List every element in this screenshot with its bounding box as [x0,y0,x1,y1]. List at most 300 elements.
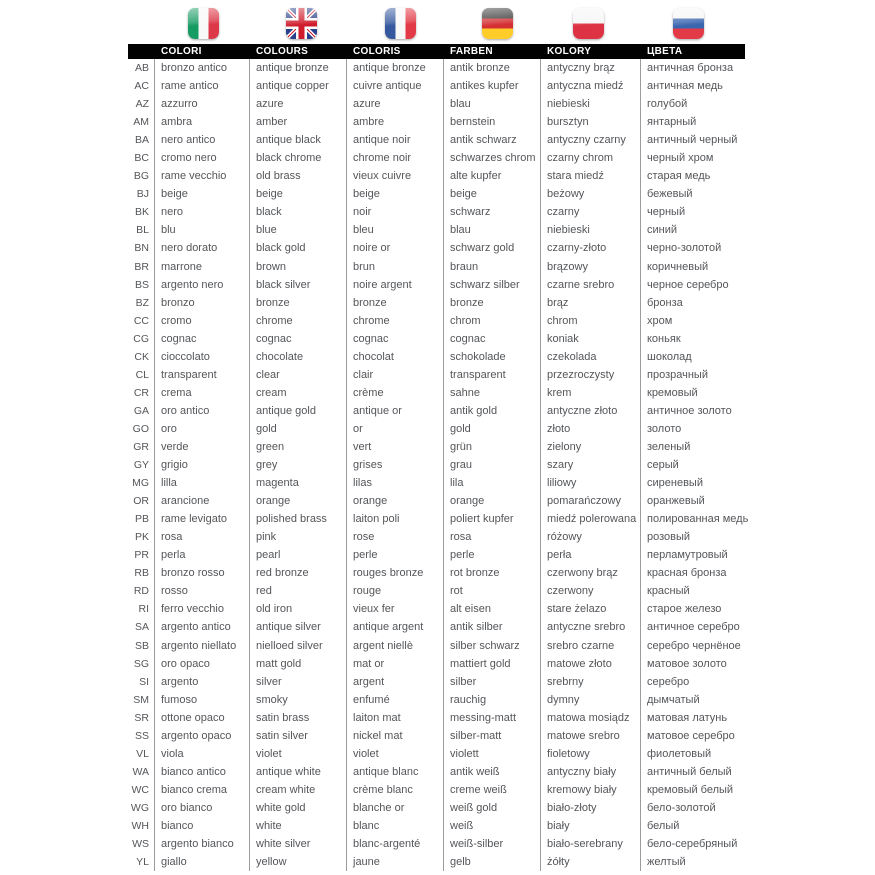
cell-german: transparent [444,366,541,384]
cell-russian: синий [647,224,678,237]
cell-russian: черное серебро [647,278,729,291]
cell-polish: antyczne srebro [541,618,641,636]
cell-english: yellow [250,853,347,871]
cell-french: rose [347,528,444,546]
table-row [128,492,848,510]
cell-english: violet [250,745,347,763]
cell-french: bleu [347,221,444,239]
cell-polish: antyczny biały [541,763,641,781]
cell-italian: perla [155,546,250,564]
cell-polish: czarny chrom [541,149,641,167]
table-row [128,312,848,330]
cell-polish: przezroczysty [541,366,641,384]
cell-code: WC [128,781,155,799]
cell-french: bronze [347,294,444,312]
cell-french: cuivre antique [347,77,444,95]
cell-italian: ambra [155,113,250,131]
cell-english: pink [250,528,347,546]
cell-italian: argento nero [155,276,250,294]
table-row [128,239,848,257]
cell-italian: rosa [155,528,250,546]
cell-italian: beige [155,185,250,203]
cell-polish: żółty [541,853,641,871]
cell-russian: матовая латунь [647,711,728,724]
cell-polish: brązowy [541,258,641,276]
table-row [128,59,848,77]
table-row [128,853,848,871]
cell-polish: perła [541,546,641,564]
cell-russian: янтарный [647,116,697,129]
cell-code: BA [128,131,155,149]
table-row [128,564,848,582]
cell-polish: srebrny [541,673,641,691]
cell-french: brun [347,258,444,276]
cell-russian: белый [647,819,680,832]
cell-polish: czerwony [541,582,641,600]
cell-polish: stare żelazo [541,600,641,618]
column-header-uk: COLOURS [256,46,309,57]
cell-italian: bianco [155,817,250,835]
cell-english: matt gold [250,655,347,673]
cell-french: azure [347,95,444,113]
cell-german: sahne [444,384,541,402]
cell-french: antique argent [347,618,444,636]
cell-polish: niebieski [541,95,641,113]
cell-russian: античное золото [647,404,732,417]
cell-french: rouges bronze [347,564,444,582]
cell-code: AZ [128,95,155,113]
cell-german: grau [444,456,541,474]
cell-english: pearl [250,546,347,564]
cell-code: PB [128,510,155,528]
cell-code: CR [128,384,155,402]
cell-german: weiß-silber [444,835,541,853]
cell-english: grey [250,456,347,474]
cell-italian: transparent [155,366,250,384]
cell-french: chrome [347,312,444,330]
cell-english: green [250,438,347,456]
cell-russian: античный белый [647,765,732,778]
cell-code: SR [128,709,155,727]
cell-german: schwarzes chrom [444,149,541,167]
cell-german: antikes kupfer [444,77,541,95]
cell-italian: bronzo [155,294,250,312]
cell-polish: brąz [541,294,641,312]
cell-french: or [347,420,444,438]
cell-english: cognac [250,330,347,348]
cell-italian: nero antico [155,131,250,149]
cell-polish: chrom [541,312,641,330]
table-row [128,276,848,294]
cell-french: mat or [347,655,444,673]
cell-english: antique silver [250,618,347,636]
cell-german: rot bronze [444,564,541,582]
cell-italian: viola [155,745,250,763]
cell-code: SM [128,691,155,709]
cell-russian: серебро [647,675,690,688]
cell-german: poliert kupfer [444,510,541,528]
table-row [128,655,848,673]
cell-russian: бежевый [647,188,693,201]
table-row [128,330,848,348]
cell-english: satin brass [250,709,347,727]
cell-polish: antyczne złoto [541,402,641,420]
cell-french: crème [347,384,444,402]
cell-italian: cromo nero [155,149,250,167]
table-row [128,835,848,853]
cell-code: BN [128,239,155,257]
cell-french: beige [347,185,444,203]
cell-italian: nero [155,203,250,221]
cell-polish: matowe złoto [541,655,641,673]
cell-english: white silver [250,835,347,853]
cell-polish: dymny [541,691,641,709]
table-row [128,77,848,95]
cell-polish: czarne srebro [541,276,641,294]
cell-english: silver [250,673,347,691]
cell-russian: кремовый белый [647,783,734,796]
table-row [128,95,848,113]
cell-italian: cromo [155,312,250,330]
cell-english: amber [250,113,347,131]
cell-french: cognac [347,330,444,348]
cell-code: BK [128,203,155,221]
cell-code: CK [128,348,155,366]
cell-polish: matowa mosiądz [541,709,641,727]
cell-code: PR [128,546,155,564]
table-row [128,294,848,312]
cell-polish: srebro czarne [541,637,641,655]
table-row [128,438,848,456]
cell-code: GO [128,420,155,438]
cell-polish: beżowy [541,185,641,203]
cell-code: PK [128,528,155,546]
cell-french: jaune [347,853,444,871]
table-header [128,44,745,59]
table-row [128,745,848,763]
cell-french: ambre [347,113,444,131]
cell-russian: оранжевый [647,495,705,508]
cell-russian: бело-серебряный [647,838,738,851]
cell-italian: azzurro [155,95,250,113]
cell-german: schwarz [444,203,541,221]
table-row [128,673,848,691]
cell-italian: blu [155,221,250,239]
cell-english: black chrome [250,149,347,167]
cell-french: antique blanc [347,763,444,781]
cell-english: antique gold [250,402,347,420]
cell-italian: arancione [155,492,250,510]
cell-german: grün [444,438,541,456]
cell-italian: verde [155,438,250,456]
cell-english: cream [250,384,347,402]
cell-german: antik silber [444,618,541,636]
cell-german: antik bronze [444,59,541,77]
cell-russian: античная медь [647,80,723,93]
cell-french: blanc-argenté [347,835,444,853]
cell-polish: antyczny czarny [541,131,641,149]
cell-english: polished brass [250,510,347,528]
cell-russian: кремовый [647,386,698,399]
cell-english: magenta [250,474,347,492]
cell-german: antik weiß [444,763,541,781]
cell-code: BS [128,276,155,294]
cell-german: messing-matt [444,709,541,727]
cell-french: clair [347,366,444,384]
cell-french: lilas [347,474,444,492]
cell-german: alte kupfer [444,167,541,185]
cell-italian: oro bianco [155,799,250,817]
cell-english: black silver [250,276,347,294]
cell-german: blau [444,95,541,113]
cell-french: vieux cuivre [347,167,444,185]
cell-french: perle [347,546,444,564]
cell-german: rot [444,582,541,600]
column-header-france: COLORIS [353,46,401,57]
uk-flag-icon [286,8,317,39]
cell-italian: ottone opaco [155,709,250,727]
cell-german: schwarz silber [444,276,541,294]
cell-english: nielloed silver [250,637,347,655]
cell-code: OR [128,492,155,510]
cell-code: BL [128,221,155,239]
cell-polish: czarny [541,203,641,221]
cell-italian: rosso [155,582,250,600]
cell-polish: czerwony brąz [541,564,641,582]
cell-polish: czarny-złoto [541,239,641,257]
cell-russian: розовый [647,531,691,544]
table-row [128,709,848,727]
cell-russian: матовое серебро [647,729,735,742]
cell-english: white [250,817,347,835]
cell-english: smoky [250,691,347,709]
cell-russian: золото [647,422,682,435]
table-row [128,384,848,402]
cell-russian: античный черный [647,134,738,147]
cell-german: antik schwarz [444,131,541,149]
cell-english: red [250,582,347,600]
cell-code: AB [128,59,155,77]
cell-italian: lilla [155,474,250,492]
table-row [128,167,848,185]
cell-italian: bianco antico [155,763,250,781]
cell-german: perle [444,546,541,564]
cell-german: rauchig [444,691,541,709]
cell-french: chocolat [347,348,444,366]
cell-french: antique or [347,402,444,420]
table-row [128,402,848,420]
cell-code: SB [128,637,155,655]
cell-russian: бронза [647,296,683,309]
cell-english: clear [250,366,347,384]
cell-italian: crema [155,384,250,402]
russia-flag-icon [673,8,704,39]
cell-english: cream white [250,781,347,799]
cell-code: GY [128,456,155,474]
cell-german: schokolade [444,348,541,366]
color-table [128,59,848,871]
cell-english: black [250,203,347,221]
table-row [128,131,848,149]
cell-french: argent niellè [347,637,444,655]
cell-german: cognac [444,330,541,348]
cell-french: antique bronze [347,59,444,77]
cell-code: WH [128,817,155,835]
cell-italian: grigio [155,456,250,474]
cell-italian: oro opaco [155,655,250,673]
cell-code: AC [128,77,155,95]
table-row [128,113,848,131]
cell-russian: черный [647,206,686,219]
cell-code: RB [128,564,155,582]
cell-german: violett [444,745,541,763]
cell-italian: bronzo rosso [155,564,250,582]
cell-polish: antyczny brąz [541,59,641,77]
cell-polish: pomarańczowy [541,492,641,510]
table-row [128,456,848,474]
cell-russian: серебро чернёное [647,639,741,652]
cell-polish: stara miedź [541,167,641,185]
cell-english: white gold [250,799,347,817]
cell-italian: argento [155,673,250,691]
cell-polish: biały [541,817,641,835]
cell-code: CC [128,312,155,330]
cell-russian: красный [647,585,690,598]
cell-english: brown [250,258,347,276]
cell-russian: черный хром [647,152,714,165]
cell-italian: cognac [155,330,250,348]
cell-english: blue [250,221,347,239]
cell-polish: złoto [541,420,641,438]
cell-code: SG [128,655,155,673]
cell-code: GA [128,402,155,420]
cell-english: antique bronze [250,59,347,77]
cell-english: chocolate [250,348,347,366]
cell-russian: хром [647,314,673,327]
table-row [128,528,848,546]
cell-code: WG [128,799,155,817]
cell-german: gold [444,420,541,438]
cell-english: antique copper [250,77,347,95]
cell-russian: коньяк [647,332,681,345]
cell-english: gold [250,420,347,438]
cell-english: orange [250,492,347,510]
cell-italian: argento niellato [155,637,250,655]
cell-german: creme weiß [444,781,541,799]
cell-code: BG [128,167,155,185]
cell-russian: коричневый [647,260,709,273]
cell-english: chrome [250,312,347,330]
cell-polish: niebieski [541,221,641,239]
cell-russian: старое железо [647,603,722,616]
cell-russian: сиреневый [647,477,703,490]
cell-russian: античное серебро [647,621,740,634]
cell-russian: красная бронза [647,567,727,580]
cell-russian: бело-золотой [647,801,716,814]
cell-russian: античная бронза [647,62,734,74]
cell-code: SI [128,673,155,691]
cell-code: WA [128,763,155,781]
cell-french: chrome noir [347,149,444,167]
cell-german: alt eisen [444,600,541,618]
cell-polish: miedź polerowana [541,510,641,528]
table-row [128,258,848,276]
cell-code: VL [128,745,155,763]
germany-flag-icon [482,8,513,39]
cell-french: vieux fer [347,600,444,618]
cell-russian: черно-золотой [647,242,722,255]
table-row [128,203,848,221]
table-row [128,691,848,709]
cell-german: gelb [444,853,541,871]
cell-polish: biało-serebrany [541,835,641,853]
italy-flag-icon [188,8,219,39]
cell-italian: bianco crema [155,781,250,799]
cell-german: silber schwarz [444,637,541,655]
cell-german: mattiert gold [444,655,541,673]
cell-polish: różowy [541,528,641,546]
column-header-germany: FARBEN [450,46,493,57]
cell-german: antik gold [444,402,541,420]
cell-russian: голубой [647,98,688,111]
cell-french: blanche or [347,799,444,817]
cell-english: satin silver [250,727,347,745]
cell-polish: kremowy biały [541,781,641,799]
poland-flag-icon [573,8,604,39]
table-row [128,799,848,817]
cell-code: BR [128,258,155,276]
cell-italian: oro antico [155,402,250,420]
table-row [128,185,848,203]
cell-german: lila [444,474,541,492]
cell-russian: желтый [647,856,686,869]
table-row [128,582,848,600]
cell-german: bernstein [444,113,541,131]
table-row [128,817,848,835]
cell-russian: фиолетовый [647,747,712,760]
cell-russian: серый [647,459,679,472]
table-row [128,637,848,655]
cell-german: schwarz gold [444,239,541,257]
cell-polish: koniak [541,330,641,348]
cell-code: MG [128,474,155,492]
cell-english: old brass [250,167,347,185]
cell-french: nickel mat [347,727,444,745]
cell-german: braun [444,258,541,276]
cell-italian: giallo [155,853,250,871]
cell-code: BZ [128,294,155,312]
cell-italian: marrone [155,258,250,276]
cell-italian: argento antico [155,618,250,636]
cell-polish: matowe srebro [541,727,641,745]
cell-french: antique noir [347,131,444,149]
cell-russian: дымчатый [647,693,700,706]
cell-english: antique white [250,763,347,781]
cell-french: enfumé [347,691,444,709]
cell-code: BC [128,149,155,167]
cell-italian: argento opaco [155,727,250,745]
cell-french: noir [347,203,444,221]
cell-french: orange [347,492,444,510]
cell-code: RI [128,600,155,618]
cell-italian: bronzo antico [155,59,250,77]
cell-french: laiton poli [347,510,444,528]
table-row [128,546,848,564]
cell-english: beige [250,185,347,203]
cell-german: orange [444,492,541,510]
cell-french: noire argent [347,276,444,294]
cell-code: SS [128,727,155,745]
